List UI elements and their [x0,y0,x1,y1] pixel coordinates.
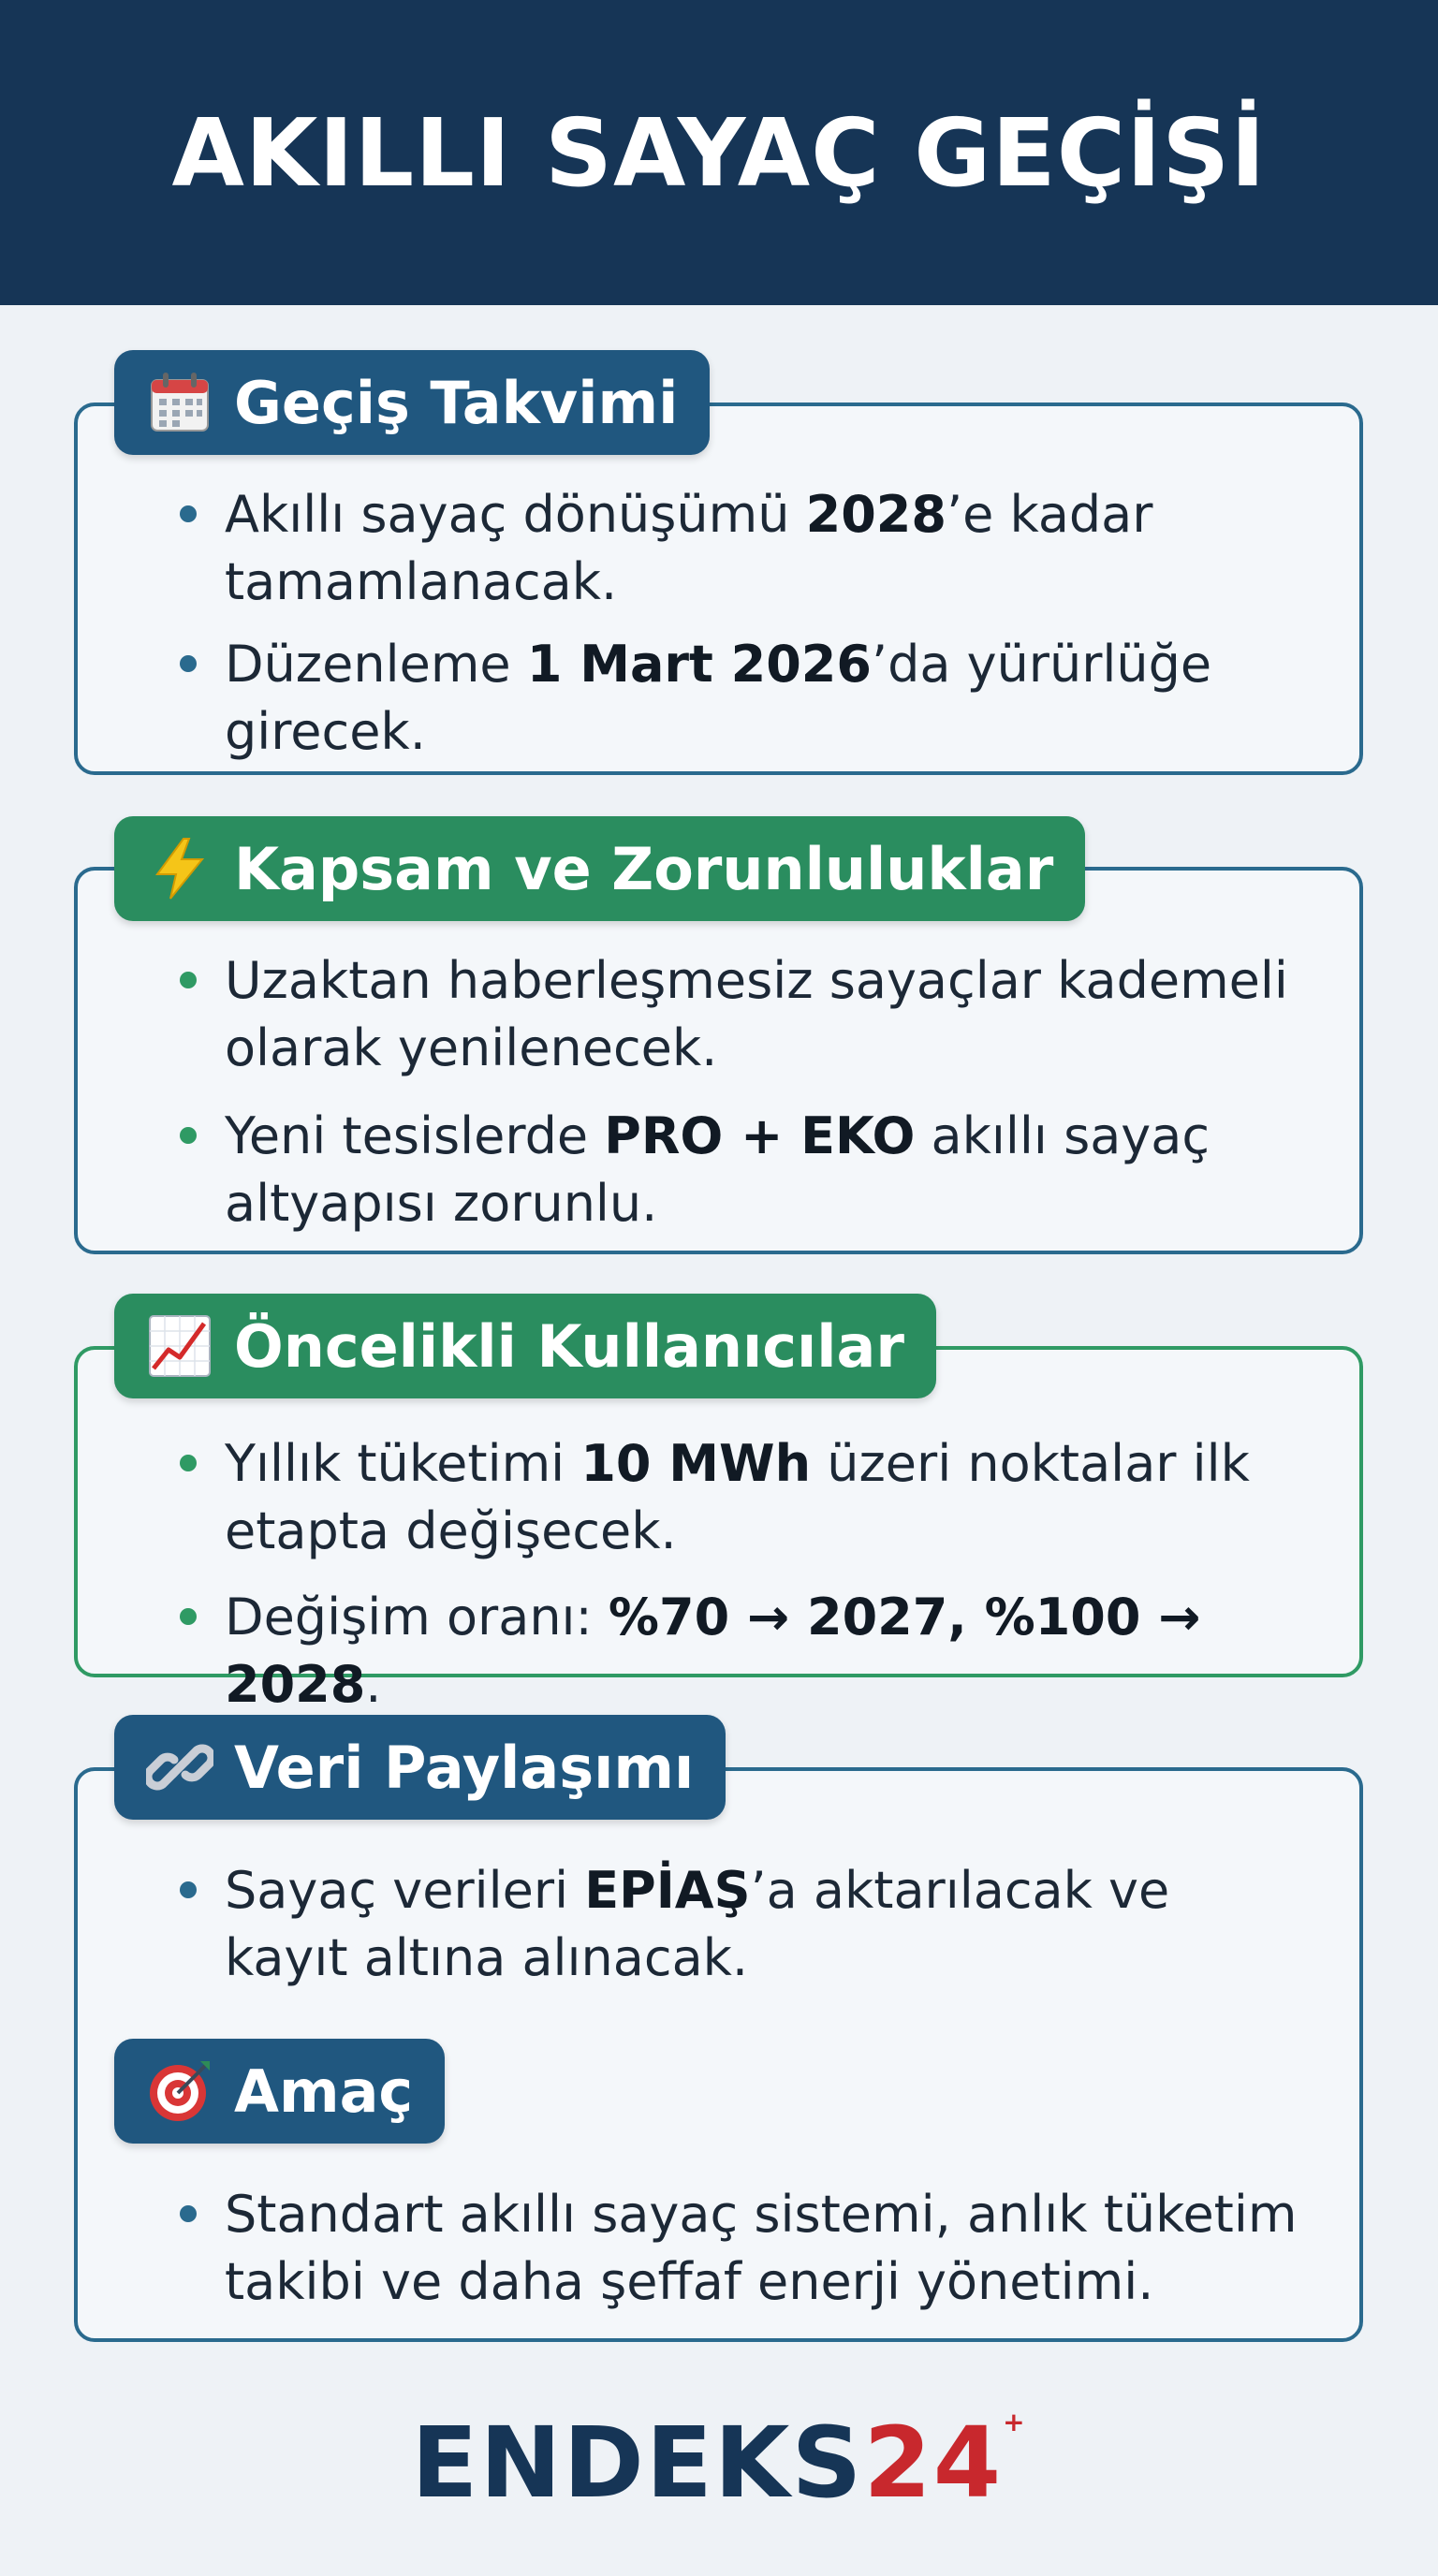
section-heading-priority [114,1294,936,1398]
bullet-dot [180,1881,197,1898]
section-heading-label: Amaç [234,2056,414,2126]
section-heading-schedule [114,350,710,455]
bullet-dot [180,505,197,522]
bullet-text: Düzenleme 1 Mart 2026’da yürürlüğe girecek. [225,635,1212,761]
bullet-text: Sayaç verileri EPİAŞ’a aktarılacak ve kayıt altına alınacak. [225,1861,1170,1987]
section-heading-data [114,1715,726,1820]
bullet-text: Yeni tesislerde PRO + EKO akıllı sayaç altyapısı zorunlu. [225,1106,1211,1233]
bullet-dot [180,1455,197,1471]
bullet-text: Uzaktan haberleşmesiz sayaçlar kademeli olarak yenilenecek. [225,951,1288,1077]
section-heading-label: Kapsam ve Zorunluluklar [234,834,1054,903]
lightning-icon [144,833,215,904]
link-icon [144,1732,215,1803]
trend-chart-icon [144,1310,215,1382]
bullet-text: Yıllık tüketimi 10 MWh üzeri noktalar ilk etapta değişecek. [225,1434,1250,1560]
calendar-icon [144,367,215,438]
section-heading-label: Geçiş Takvimi [234,368,679,437]
bullet-dot [180,655,197,672]
page-title: AKILLI SAYAÇ GEÇİŞİ [171,97,1267,208]
section-heading-label: Veri Paylaşımı [234,1733,695,1802]
bullet-text: Standart akıllı sayaç sistemi, anlık tüketim takibi ve daha şeffaf enerji yönetimi. [225,2185,1298,2311]
bullet-dot [180,2205,197,2222]
bullet-dot [180,1127,197,1144]
bullet-text: Akıllı sayaç dönüşümü 2028’e kadar tamamlanacak. [225,485,1153,611]
section-heading-goal [114,2039,445,2144]
target-icon [144,2056,215,2127]
bullet-dot [180,972,197,988]
section-heading-label: Öncelikli Kullanıcılar [234,1311,904,1381]
page-header [0,0,1438,305]
bullet-text: Değişim oranı: %70 → 2027, %100 → 2028. [225,1588,1201,1714]
brand-logo: ENDEKS24+ [411,2406,1027,2520]
bullet-dot [180,1608,197,1625]
section-heading-scope [114,816,1085,921]
